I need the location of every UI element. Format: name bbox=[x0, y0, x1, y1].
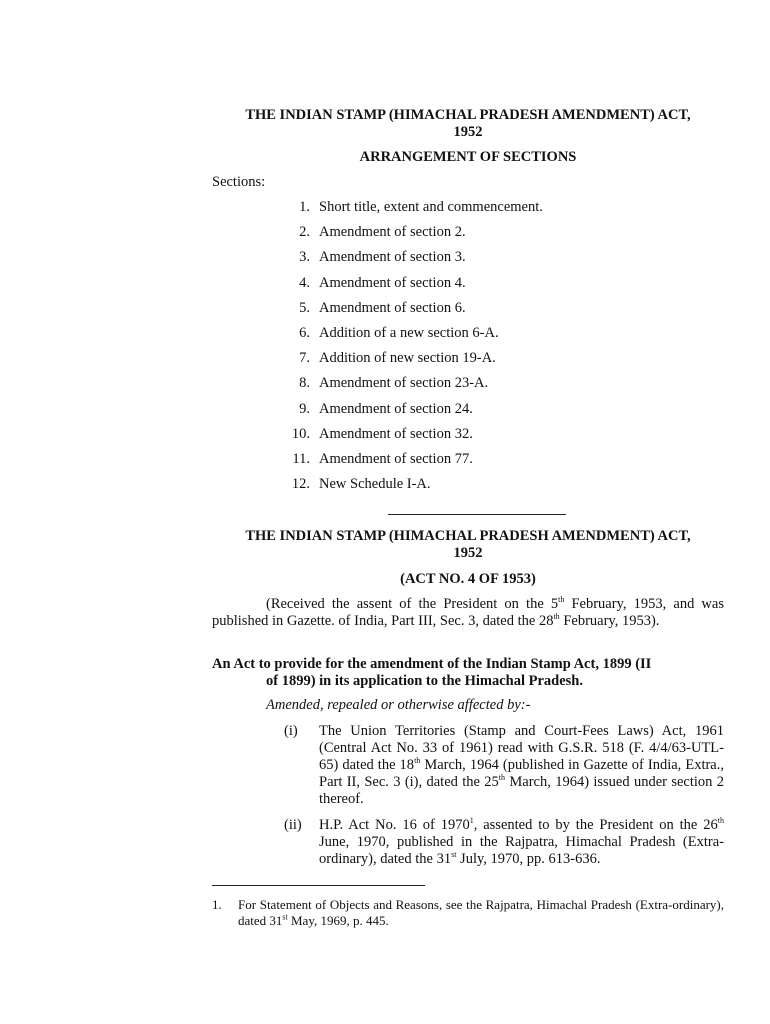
amendment-ii-text: H.P. Act No. 16 of 1970$^1$, assented to by the President on the 26th June, 1970, published in the Rajpatra, Himachal Pradesh (Extra-ordinary), dated the 31st July, 1970, pp. 613-636. bbox=[319, 816, 724, 867]
section-title: New Schedule I-A. bbox=[319, 476, 431, 492]
section-title: Amendment of section 2. bbox=[319, 224, 466, 240]
section-number: 8. bbox=[299, 375, 310, 391]
arrangement-heading: ARRANGEMENT OF SECTIONS bbox=[359, 149, 577, 165]
section-title: Amendment of section 4. bbox=[319, 275, 466, 291]
act-number: (ACT NO. 4 OF 1953) bbox=[400, 571, 536, 587]
section-title: Amendment of section 77. bbox=[319, 451, 473, 467]
amendment-i-text: The Union Territories (Stamp and Court-Fees Laws) Act, 1961 (Central Act No. 33 of 1961) read with G.S.R. 518 (F. 4/4/63-UTL-65) dated the 18th March, 1964 (published in Gazette of India, Extra., Part II, Sec. 3 (i), dated the 25th March, 1964) issued under section 2 thereof. bbox=[319, 723, 724, 807]
section-title: Amendment of section 24. bbox=[319, 401, 473, 417]
section-title: Amendment of section 23-A. bbox=[319, 375, 489, 391]
preamble bbox=[212, 656, 724, 690]
document-title-line-1: THE INDIAN STAMP (HIMACHAL PRADESH AMENDMENT) ACT, bbox=[245, 107, 691, 123]
section-number: 1. bbox=[299, 199, 310, 215]
section-title: Short title, extent and commencement. bbox=[319, 199, 543, 215]
section-number: 11. bbox=[292, 451, 310, 467]
footnote-rule bbox=[212, 885, 425, 886]
section-number: 7. bbox=[299, 350, 310, 366]
document-title bbox=[212, 107, 724, 141]
footnote-text: For Statement of Objects and Reasons, see the Rajpatra, Himachal Pradesh (Extra-ordinary), dated 31st May, 1969, p. 445. bbox=[238, 897, 724, 928]
section-title: Addition of new section 19-A. bbox=[319, 350, 496, 366]
amended-label: Amended, repealed or otherwise affected by:- bbox=[266, 697, 531, 713]
section-number: 9. bbox=[299, 401, 310, 417]
section-title: Amendment of section 32. bbox=[319, 426, 473, 442]
amendment-ii-number: (ii) bbox=[284, 817, 302, 833]
section-number: 6. bbox=[299, 325, 310, 341]
section-number: 3. bbox=[299, 249, 310, 265]
assent-paragraph: (Received the assent of the President on the 5th February, 1953, and was published in Gazette. of India, Part III, Sec. 3, dated the 28th February, 1953). bbox=[212, 595, 724, 629]
section-divider bbox=[388, 514, 566, 515]
section-title: Amendment of section 3. bbox=[319, 249, 466, 265]
act-title-line-1: THE INDIAN STAMP (HIMACHAL PRADESH AMENDMENT) ACT, bbox=[245, 528, 691, 544]
section-number: 2. bbox=[299, 224, 310, 240]
preamble-line-2: of 1899) in its application to the Himachal Pradesh. bbox=[266, 673, 583, 689]
footnote-number: 1. bbox=[212, 897, 222, 912]
document-title-line-2: 1952 bbox=[453, 124, 483, 140]
section-number: 5. bbox=[299, 300, 310, 316]
act-title-line-2: 1952 bbox=[453, 545, 483, 561]
sections-label: Sections: bbox=[212, 174, 266, 190]
section-number: 4. bbox=[299, 275, 310, 291]
preamble-line-1: An Act to provide for the amendment of the Indian Stamp Act, 1899 (II bbox=[212, 656, 652, 672]
section-number: 12. bbox=[291, 476, 310, 492]
act-title bbox=[212, 528, 724, 562]
section-title: Addition of a new section 6-A. bbox=[319, 325, 499, 341]
section-title: Amendment of section 6. bbox=[319, 300, 466, 316]
amendment-i-number: (i) bbox=[284, 723, 298, 739]
section-number: 10. bbox=[291, 426, 310, 442]
